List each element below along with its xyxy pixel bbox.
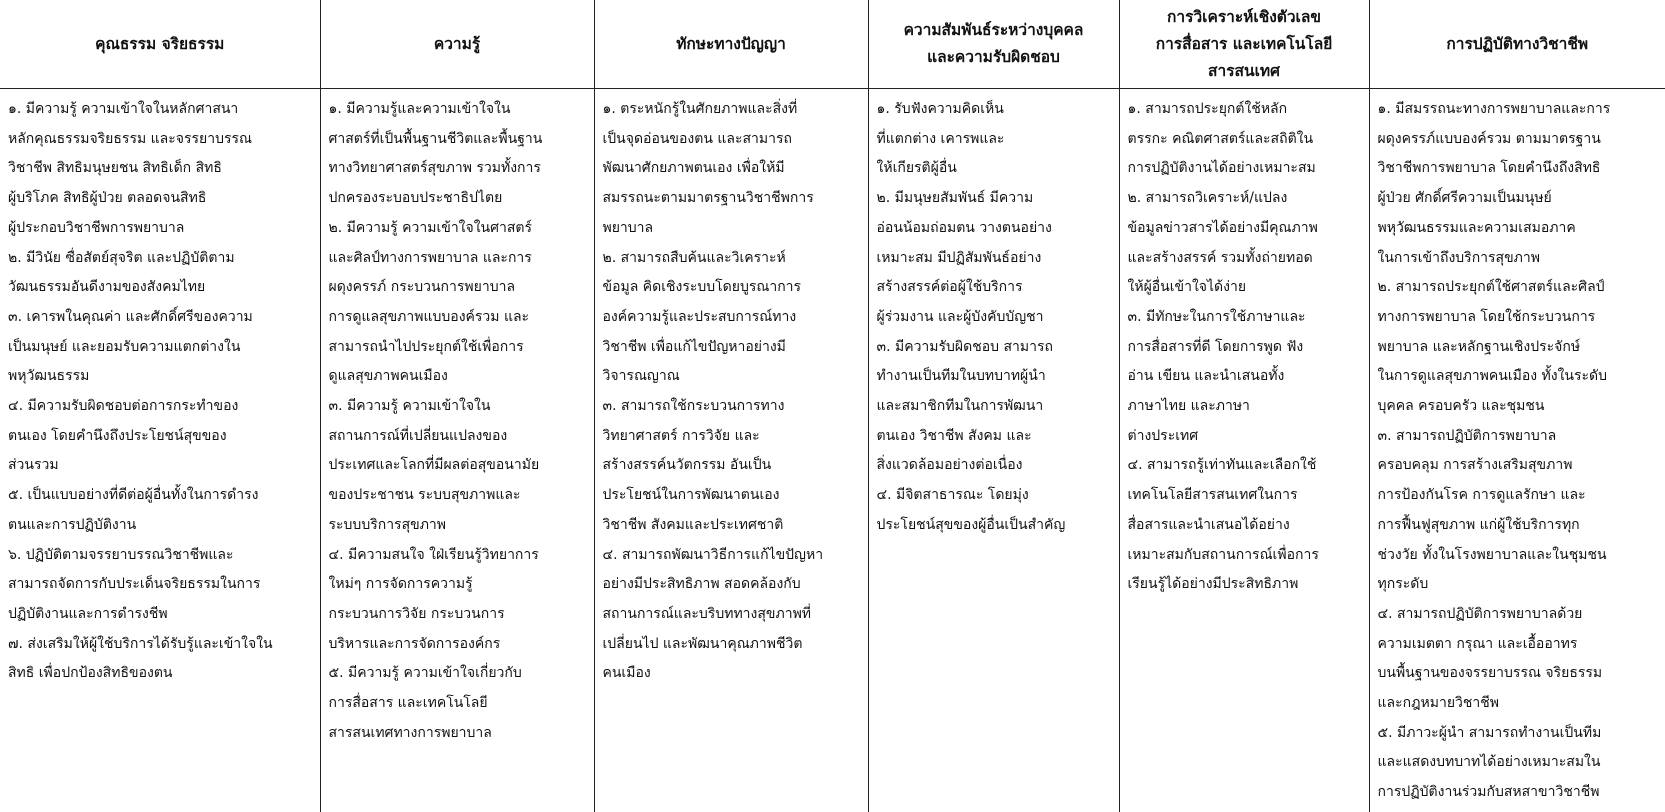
- cell-text-line: การปฏิบัติงานได้อย่างเหมาะสม: [1127, 160, 1316, 177]
- cell-text-line: วิชาชีพ สิทธิมนุษยชน สิทธิเด็ก สิทธิ: [8, 160, 222, 177]
- cell-text-line: สร้างสรรค์นวัตกรรม อันเป็น: [602, 457, 772, 474]
- cell-text-line: วิชาชีพการพยาบาล โดยคำนึงถึงสิทธิ: [1377, 160, 1601, 177]
- header-interpersonal-responsibility: [868, 0, 1119, 89]
- header-line: คุณธรรม จริยธรรม: [95, 34, 225, 53]
- cell-text-line: ๔. มีความรับผิดชอบต่อการกระทำของ: [8, 398, 239, 415]
- header-line: ทักษะทางปัญญา: [676, 34, 786, 53]
- body-row: [0, 89, 1665, 812]
- cell-text-line: ๔. สามารถพัฒนาวิธีการแก้ไขปัญหา: [602, 546, 824, 563]
- cell-text-line: ศาสตร์ที่เป็นพื้นฐานชีวิตและพื้นฐาน: [328, 130, 543, 147]
- cell-text-line: ความเมตตา กรุณา และเอื้ออาทร: [1377, 635, 1578, 652]
- cell-text-line: ๕. มีภาวะผู้นำ สามารถทำงานเป็นทีม: [1377, 724, 1602, 741]
- cell-text-line: สถานการณ์ที่เปลี่ยนแปลงของ: [328, 427, 508, 444]
- cell-text-line: ของประชาชน ระบบสุขภาพและ: [328, 487, 521, 504]
- cell-text-line: และแสดงบทบาทได้อย่างเหมาะสมใน: [1377, 754, 1601, 771]
- cell-text-line: อย่างมีประสิทธิภาพ สอดคล้องกับ: [602, 576, 801, 593]
- cell-text-line: ๒. สามารถวิเคราะห์/แปลง: [1127, 190, 1288, 207]
- cell-knowledge: [320, 89, 594, 812]
- cell-text-line: เป็นจุดอ่อนของตน และสามารถ: [602, 130, 792, 147]
- cell-text-line: ๕. มีความรู้ ความเข้าใจเกี่ยวกับ: [328, 665, 522, 682]
- cell-ethics-morality: [0, 89, 320, 812]
- cell-text-line: ๓. สามารถใช้กระบวนการทาง: [602, 398, 785, 415]
- cell-text-line: ๒. มีวินัย ซื่อสัตย์สุจริต และปฏิบัติตาม: [8, 249, 235, 266]
- cell-text-line: การดูแลสุขภาพแบบองค์รวม และ: [328, 308, 530, 325]
- cell-text-line: และศิลป์ทางการพยาบาล และการ: [328, 249, 532, 266]
- cell-text-line: อ่าน เขียน และนำเสนอทั้ง: [1127, 368, 1285, 385]
- cell-text-line: ตนและการปฏิบัติงาน: [8, 516, 137, 533]
- cell-text-line: ผู้ป่วย ศักดิ์ศรีความเป็นมนุษย์: [1377, 190, 1552, 207]
- cell-text-line: ๗. ส่งเสริมให้ผู้ใช้บริการได้รับรู้และเข้าใจใน: [8, 635, 273, 652]
- cell-text-line: เหมาะสม มีปฏิสัมพันธ์อย่าง: [876, 249, 1042, 266]
- cell-text-line: ๑. ตระหนักรู้ในศักยภาพและสิ่งที่: [602, 101, 798, 117]
- cell-text-line: ตรรกะ คณิตศาสตร์และสถิติใน: [1127, 130, 1314, 147]
- cell-text-line: การปฏิบัติงานร่วมกับสหสาขาวิชาชีพ: [1377, 784, 1600, 801]
- cell-text-line: ๔. สามารถรู้เท่าทันและเลือกใช้: [1127, 457, 1317, 474]
- cell-text-line: ในการเข้าถึงบริการสุขภาพ: [1377, 249, 1540, 266]
- cell-text-line: การฟื้นฟูสุขภาพ แก่ผู้ใช้บริการทุก: [1377, 516, 1580, 533]
- cell-text-line: พัฒนาศักยภาพตนเอง เพื่อให้มี: [602, 160, 785, 177]
- cell-text-line: ประเทศและโลกที่มีผลต่อสุขอนามัย: [328, 457, 540, 474]
- cell-text-line: ผดุงครรภ์ กระบวนการพยาบาล: [328, 279, 516, 296]
- cell-text-line: พหุวัฒนธรรม: [8, 368, 90, 385]
- cell-text-line: พหุวัฒนธรรมและความเสมอภาค: [1377, 219, 1576, 236]
- cell-text-line: เรียนรู้ได้อย่างมีประสิทธิภาพ: [1127, 576, 1299, 593]
- cell-text-line: กระบวนการวิจัย กระบวนการ: [328, 605, 505, 622]
- cell-text-line: ผู้บริโภค สิทธิผู้ป่วย ตลอดจนสิทธิ: [8, 190, 207, 207]
- cell-text-line: พยาบาล และหลักฐานเชิงประจักษ์: [1377, 338, 1581, 355]
- header-line: และความรับผิดชอบ: [927, 48, 1060, 66]
- cell-text-line: สร้างสรรค์ต่อผู้ใช้บริการ: [876, 279, 1023, 296]
- cell-text-line: บริหารและการจัดการองค์กร: [328, 635, 501, 652]
- cell-text-line: วัฒนธรรมอันดีงามของสังคมไทย: [8, 279, 206, 296]
- cell-text-line: วิจารณญาณ: [602, 368, 680, 385]
- cell-text-line: คนเมือง: [602, 665, 651, 682]
- cell-text-line: ๓. มีทักษะในการใช้ภาษาและ: [1127, 308, 1306, 325]
- cell-text-line: การป้องกันโรค การดูแลรักษา และ: [1377, 487, 1586, 504]
- cell-text-line: องค์ความรู้และประสบการณ์ทาง: [602, 308, 797, 325]
- cell-text-line: สมรรถนะตามมาตรฐานวิชาชีพการ: [602, 190, 814, 207]
- cell-text-line: ที่แตกต่าง เคารพและ: [876, 130, 1005, 147]
- cell-text-line: สถานการณ์และบริบททางสุขภาพที่: [602, 605, 812, 622]
- cell-text-line: สารสนเทศทางการพยาบาล: [328, 724, 492, 741]
- cell-text-line: ๑. มีความรู้ ความเข้าใจในหลักศาสนา: [8, 101, 239, 117]
- cell-text-line: สื่อสารและนำเสนอได้อย่าง: [1127, 516, 1290, 533]
- cell-text-line: ๒. มีมนุษยสัมพันธ์ มีความ: [876, 190, 1034, 207]
- cell-text-line: วิทยาศาสตร์ การวิจัย และ: [602, 427, 760, 444]
- header-professional-practice: [1369, 0, 1665, 89]
- header-line: สารสนเทศ: [1208, 61, 1280, 80]
- cell-text-line: สามารถจัดการกับประเด็นจริยธรรมในการ: [8, 576, 261, 593]
- cell-text-line: ประโยชน์สุขของผู้อื่นเป็นสำคัญ: [876, 516, 1066, 533]
- cell-text-line: ๔. สามารถปฏิบัติการพยาบาลด้วย: [1377, 605, 1583, 622]
- cell-text-line: ส่วนรวม: [8, 457, 59, 474]
- cell-text-line: ตนเอง วิชาชีพ สังคม และ: [876, 427, 1032, 444]
- cell-text-line: บุคคล ครอบครัว และชุมชน: [1377, 398, 1545, 415]
- cell-text-line: หลักคุณธรรมจริยธรรม และจรรยาบรรณ: [8, 130, 252, 147]
- cell-text-line: วิชาชีพ เพื่อแก้ไขปัญหาอย่างมี: [602, 338, 786, 355]
- cell-professional-practice: [1369, 89, 1665, 812]
- cell-text-line: ประโยชน์ในการพัฒนาตนเอง: [602, 487, 780, 504]
- cell-text-line: ผู้ร่วมงาน และผู้บังคับบัญชา: [876, 308, 1044, 325]
- cell-text-line: ๒. สามารถสืบค้นและวิเคราะห์: [602, 249, 786, 266]
- cell-text-line: เหมาะสมกับสถานการณ์เพื่อการ: [1127, 546, 1319, 563]
- cell-text-line: ระบบบริการสุขภาพ: [328, 516, 447, 533]
- cell-text-line: และกฎหมายวิชาชีพ: [1377, 695, 1499, 712]
- cell-text-line: ในการดูแลสุขภาพคนเมือง ทั้งในระดับ: [1377, 368, 1608, 385]
- cell-text-line: วิชาชีพ สังคมและประเทศชาติ: [602, 516, 784, 533]
- cell-text-line: ๓. มีความรับผิดชอบ สามารถ: [876, 338, 1053, 355]
- cell-text-line: ช่วงวัย ทั้งในโรงพยาบาลและในชุมชน: [1377, 546, 1607, 563]
- cell-text-line: ข้อมูลข่าวสารได้อย่างมีคุณภาพ: [1127, 219, 1318, 236]
- cell-text-line: ปกครองระบอบประชาธิปไตย: [328, 190, 503, 207]
- cell-text-line: บนพื้นฐานของจรรยาบรรณ จริยธรรม: [1377, 665, 1603, 682]
- cell-text-line: ๑. สามารถประยุกต์ใช้หลัก: [1127, 101, 1288, 117]
- cell-text-line: ๒. มีความรู้ ความเข้าใจในศาสตร์: [328, 219, 533, 236]
- cell-text-line: การสื่อสาร และเทคโนโลยี: [328, 695, 488, 712]
- cell-text-line: ทำงานเป็นทีมในบทบาทผู้นำ: [876, 368, 1046, 385]
- cell-text-line: สิทธิ เพื่อปกป้องสิทธิของตน: [8, 665, 173, 682]
- cell-text-line: เทคโนโลยีสารสนเทศในการ: [1127, 487, 1298, 504]
- cell-text-line: ดูแลสุขภาพคนเมือง: [328, 368, 448, 385]
- cell-text-line: ๒. สามารถประยุกต์ใช้ศาสตร์และศิลป์: [1377, 279, 1605, 296]
- cell-text-line: ๔. มีความสนใจ ใฝ่เรียนรู้วิทยาการ: [328, 546, 539, 563]
- header-knowledge: [320, 0, 594, 89]
- cell-text-line: และสมาชิกทีมในการพัฒนา: [876, 398, 1044, 415]
- cell-text-line: ใหม่ๆ การจัดการความรู้: [328, 576, 473, 593]
- cell-text-line: อ่อนน้อมถ่อมตน วางตนอย่าง: [876, 219, 1052, 236]
- cell-text-line: ๑. มีสมรรถนะทางการพยาบาลและการ: [1377, 101, 1611, 117]
- header-line: การวิเคราะห์เชิงตัวเลข: [1167, 7, 1321, 26]
- cell-text-line: เปลี่ยนไป และพัฒนาคุณภาพชีวิต: [602, 635, 803, 652]
- header-line: ความสัมพันธ์ระหว่างบุคคล: [903, 21, 1084, 39]
- cell-text-line: ทางวิทยาศาสตร์สุขภาพ รวมทั้งการ: [328, 160, 541, 177]
- cell-text-line: สิ่งแวดล้อมอย่างต่อเนื่อง: [876, 457, 1023, 474]
- header-row: [0, 0, 1665, 89]
- cell-text-line: การสื่อสารที่ดี โดยการพูด ฟัง: [1127, 338, 1304, 355]
- header-ethics-morality: [0, 0, 320, 89]
- cell-text-line: ๓. สามารถปฏิบัติการพยาบาล: [1377, 427, 1557, 444]
- cell-interpersonal-responsibility: [868, 89, 1119, 812]
- cell-text-line: ๕. เป็นแบบอย่างที่ดีต่อผู้อื่นทั้งในการดำรง: [8, 487, 259, 504]
- cell-text-line: ผู้ประกอบวิชาชีพการพยาบาล: [8, 219, 185, 236]
- cell-text-line: ๔. มีจิตสาธารณะ โดยมุ่ง: [876, 487, 1029, 504]
- cell-text-line: ๖. ปฏิบัติตามจรรยาบรรณวิชาชีพและ: [8, 546, 234, 563]
- cell-text-line: ๓. มีความรู้ ความเข้าใจใน: [328, 398, 491, 415]
- cell-text-line: ๑. มีความรู้และความเข้าใจใน: [328, 101, 511, 117]
- cell-numerical-communication-it: [1119, 89, 1369, 812]
- cell-text-line: ตนเอง โดยคำนึงถึงประโยชน์สุขของ: [8, 427, 227, 444]
- cell-text-line: ทุกระดับ: [1377, 576, 1429, 593]
- cell-text-line: ภาษาไทย และภาษา: [1127, 398, 1250, 415]
- cell-text-line: เป็นมนุษย์ และยอมรับความแตกต่างใน: [8, 338, 241, 355]
- header-cognitive-skills: [594, 0, 868, 89]
- header-line: การสื่อสาร และเทคโนโลยี: [1155, 34, 1333, 53]
- cell-cognitive-skills: [594, 89, 868, 812]
- header-line: การปฏิบัติทางวิชาชีพ: [1446, 34, 1589, 53]
- cell-text-line: ให้เกียรติผู้อื่น: [876, 160, 957, 177]
- header-line: ความรู้: [433, 34, 481, 53]
- cell-text-line: สามารถนำไปประยุกต์ใช้เพื่อการ: [328, 338, 524, 355]
- cell-text-line: ครอบคลุม การสร้างเสริมสุขภาพ: [1377, 457, 1573, 474]
- cell-text-line: ผดุงครรภ์แบบองค์รวม ตามมาตรฐาน: [1377, 130, 1601, 147]
- cell-text-line: ให้ผู้อื่นเข้าใจได้ง่าย: [1127, 279, 1247, 296]
- cell-text-line: ต่างประเทศ: [1127, 427, 1199, 444]
- cell-text-line: ปฏิบัติงานและการดำรงชีพ: [8, 605, 168, 622]
- cell-text-line: ๑. รับฟังความคิดเห็น: [876, 101, 1004, 117]
- cell-text-line: ทางการพยาบาล โดยใช้กระบวนการ: [1377, 308, 1596, 325]
- cell-text-line: ๓. เคารพในคุณค่า และศักดิ์ศรีของความ: [8, 308, 253, 325]
- cell-text-line: ข้อมูล คิดเชิงระบบโดยบูรณาการ: [602, 279, 802, 296]
- header-numerical-communication-it: [1119, 0, 1369, 89]
- cell-text-line: พยาบาล: [602, 219, 654, 236]
- cell-text-line: และสร้างสรรค์ รวมทั้งถ่ายทอด: [1127, 249, 1313, 266]
